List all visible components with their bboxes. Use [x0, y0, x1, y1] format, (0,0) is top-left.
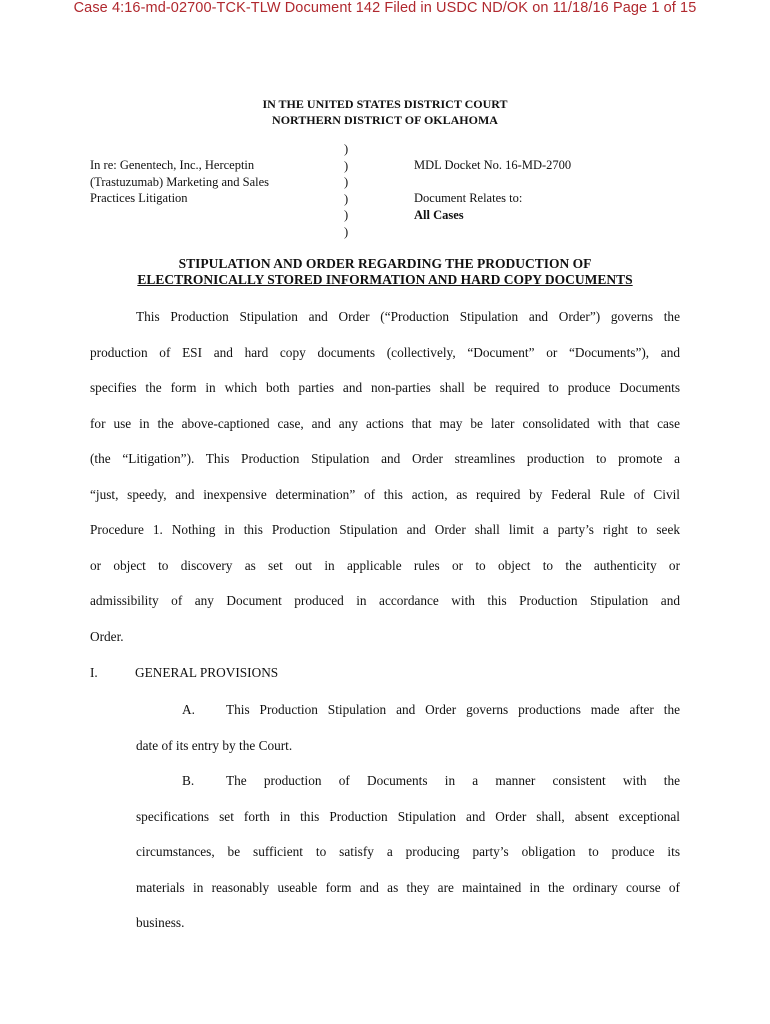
paragraph-line: “just, speedy, and inexpensive determination” of this action, as required by Federal Rule of Civil: [90, 487, 680, 502]
paragraph-line: Procedure 1. Nothing in this Production Stipulation and Order shall limit a party’s right to seek: [90, 522, 680, 537]
paragraph-line: business.: [136, 915, 185, 930]
paragraph-line: or object to discovery as set out in applicable rules or to object to the authenticity or: [90, 558, 680, 573]
paragraph-line: for use in the above-captioned case, and any actions that may be later consolidated with that case: [90, 416, 680, 431]
relates-label: Document Relates to:: [414, 191, 523, 205]
title-line-2: ELECTRONICALLY STORED INFORMATION AND HARD COPY DOCUMENTS: [137, 272, 633, 287]
document-title: [0, 256, 770, 288]
docket-info: [414, 157, 571, 223]
caption-parentheses: [344, 141, 348, 240]
section-title: GENERAL PROVISIONS: [135, 665, 279, 680]
paragraph-line: Order.: [90, 629, 124, 644]
relates-value: All Cases: [414, 207, 464, 222]
court-line-1: IN THE UNITED STATES DISTRICT COURT: [262, 97, 508, 111]
paragraph-line: materials in reasonably useable form and as they are maintained in the ordinary course of: [136, 880, 680, 895]
paragraph-line: specifies the form in which both parties and non-parties shall be required to produce Documents: [90, 380, 680, 395]
caption-line: In re: Genentech, Inc., Herceptin: [90, 158, 255, 172]
caption-line: (Trastuzumab) Marketing and Sales: [90, 174, 270, 189]
paragraph-line: date of its entry by the Court.: [136, 738, 293, 753]
paren: ): [344, 142, 349, 156]
caption-line: Practices Litigation: [90, 191, 188, 205]
paragraph-line: The production of Documents in a manner consistent with the: [226, 773, 680, 788]
paren: ): [344, 158, 349, 173]
section-number: I.: [90, 665, 98, 680]
paragraph-line: production of ESI and hard copy documents (collectively, “Document” or “Documents”), and: [90, 345, 680, 360]
title-line-1: STIPULATION AND ORDER REGARDING THE PRODUCTION OF: [178, 256, 592, 271]
paren: ): [344, 208, 349, 222]
case-header: Case 4:16-md-02700-TCK-TLW Document 142 Filed in USDC ND/OK on 11/18/16 Page 1 of 15: [73, 0, 697, 16]
paragraph-line: circumstances, be sufficient to satisfy a producing party’s obligation to produce its: [136, 844, 680, 859]
paragraph-line: (the “Litigation”). This Production Stipulation and Order streamlines production to promote a: [90, 451, 680, 466]
item-letter: A.: [182, 702, 195, 717]
paren: ): [344, 224, 349, 239]
paren: ): [344, 191, 349, 206]
case-caption: [90, 157, 269, 207]
paragraph-line: admissibility of any Document produced in accordance with this Production Stipulation and: [90, 593, 680, 608]
docket-number: MDL Docket No. 16-MD-2700: [414, 158, 572, 172]
paragraph-line: This Production Stipulation and Order (“Production Stipulation and Order”) governs the: [136, 309, 680, 324]
paren: ): [344, 175, 349, 189]
item-letter: B.: [182, 773, 195, 788]
paragraph-line: specifications set forth in this Production Stipulation and Order shall, absent exceptional: [136, 809, 680, 824]
court-heading: [0, 96, 770, 128]
court-line-2: NORTHERN DISTRICT OF OKLAHOMA: [272, 113, 498, 127]
paragraph-line: This Production Stipulation and Order governs productions made after the: [226, 702, 680, 717]
